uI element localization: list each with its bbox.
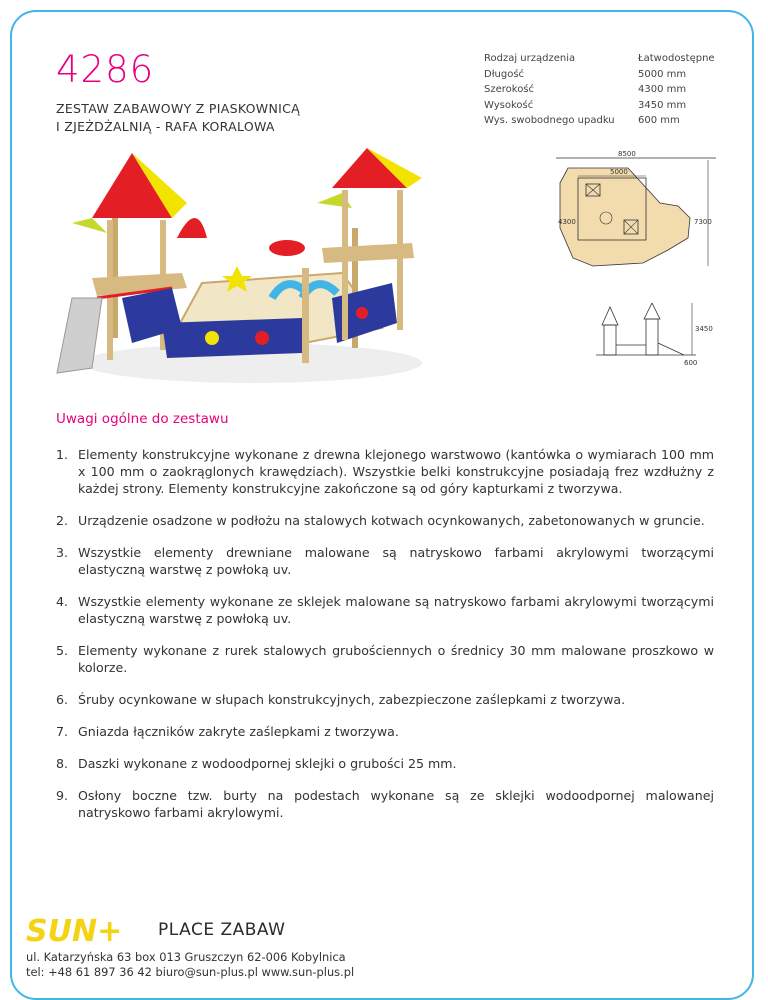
spec-row xyxy=(484,51,715,67)
plan-dim-inner: 5000 xyxy=(610,168,628,176)
spec-label: Długość xyxy=(484,68,525,80)
spec-label: Wysokość xyxy=(484,99,534,111)
note-text: Śruby ocynkowane w słupach konstrukcyjnych, zabezpieczone zaślepkami z tworzywa. xyxy=(78,692,626,707)
footer-address xyxy=(26,950,354,980)
list-item xyxy=(56,593,714,627)
note-number: 3. xyxy=(56,545,69,560)
spec-row xyxy=(484,67,715,83)
list-item xyxy=(56,446,714,497)
list-item xyxy=(56,787,714,821)
note-text: Daszki wykonane z wodoodpornej sklejki o grubości 25 mm. xyxy=(78,756,457,771)
note-number: 8. xyxy=(56,756,69,771)
spec-value: 3450 mm xyxy=(638,99,687,111)
spec-value: 600 mm xyxy=(638,115,680,126)
list-item xyxy=(56,691,714,708)
spec-row xyxy=(484,113,715,129)
product-image xyxy=(52,148,444,388)
note-text: Osłony boczne tzw. burty na podestach wykonane są ze sklejki wodoodpornej malowanej natryskowo farbami akrylowymi. xyxy=(78,788,714,820)
brand-text: PLACE ZABAW xyxy=(158,920,286,940)
note-number: 1. xyxy=(56,447,69,462)
plan-dim-left: 4300 xyxy=(558,218,576,226)
spec-value: 5000 mm xyxy=(638,68,687,80)
list-item xyxy=(56,642,714,676)
product-name-line2: I ZJEŻDŻALNIĄ - RAFA KORALOWA xyxy=(56,119,275,134)
list-item xyxy=(56,544,714,578)
product-name xyxy=(56,100,300,136)
plan-view-drawing xyxy=(548,148,724,276)
list-item xyxy=(56,512,714,529)
note-text: Elementy wykonane z rurek stalowych grubościennych o średnicy 30 mm malowane proszkowo w kolorze. xyxy=(78,643,714,675)
spec-label: Wys. swobodnego upadku xyxy=(484,115,615,126)
address-line: ul. Katarzyńska 63 box 013 Gruszczyn 62-006 Kobylnica xyxy=(26,950,346,964)
elevation-drawing xyxy=(596,303,720,369)
list-item xyxy=(56,723,714,740)
spec-value: Łatwodostępne xyxy=(638,53,715,64)
list-item xyxy=(56,755,714,772)
note-number: 2. xyxy=(56,513,69,528)
note-number: 4. xyxy=(56,594,69,609)
product-number: 4286 xyxy=(56,48,155,91)
notes-list xyxy=(56,446,714,836)
spec-value: 4300 mm xyxy=(638,84,687,95)
plan-dim-outer: 8500 xyxy=(618,150,636,158)
spec-table xyxy=(484,51,715,129)
notes-title: Uwagi ogólne do zestawu xyxy=(56,411,229,427)
note-number: 7. xyxy=(56,724,69,739)
elev-dim-height: 3450 xyxy=(695,325,713,333)
plan-dim-right: 7300 xyxy=(694,218,712,226)
product-name-line1: ZESTAW ZABAWOWY Z PIASKOWNICĄ xyxy=(56,101,300,116)
spec-row xyxy=(484,98,715,114)
logo-text: SUN+ xyxy=(26,915,123,945)
note-text: Wszystkie elementy wykonane ze sklejek malowane są natryskowo farbami akrylowymi tworzącymi elastyczną warstwę z powłoką uv. xyxy=(78,594,714,626)
spec-label: Rodzaj urządzenia xyxy=(484,53,576,64)
note-text: Gniazda łączników zakryte zaślepkami z tworzywa. xyxy=(78,724,399,739)
sun-plus-logo xyxy=(26,915,151,945)
note-number: 9. xyxy=(56,788,69,803)
note-text: Wszystkie elementy drewniane malowane są natryskowo farbami akrylowymi tworzącymi elastyczną warstwę z powłoką uv. xyxy=(78,545,714,577)
note-number: 5. xyxy=(56,643,69,658)
elev-dim-base: 600 xyxy=(684,359,698,367)
note-number: 6. xyxy=(56,692,69,707)
note-text: Elementy konstrukcyjne wykonane z drewna klejonego warstwowo (kantówka o wymiarach 100 mm x 100 mm o zaokrąglonych krawędziach). Wszystkie belki konstrukcyjne posiadają frez wzdłużny z każdej strony. Elementy konstrukcyjne zakończone są od góry kapturkami z tworzywa. xyxy=(78,447,714,496)
spec-label: Szerokość xyxy=(484,84,535,95)
contact-line: tel: +48 61 897 36 42 biuro@sun-plus.pl www.sun-plus.pl xyxy=(26,965,355,979)
note-text: Urządzenie osadzone w podłożu na stalowych kotwach ocynkowanych, zabetonowanych w gruncie. xyxy=(78,513,705,528)
spec-row xyxy=(484,82,715,98)
